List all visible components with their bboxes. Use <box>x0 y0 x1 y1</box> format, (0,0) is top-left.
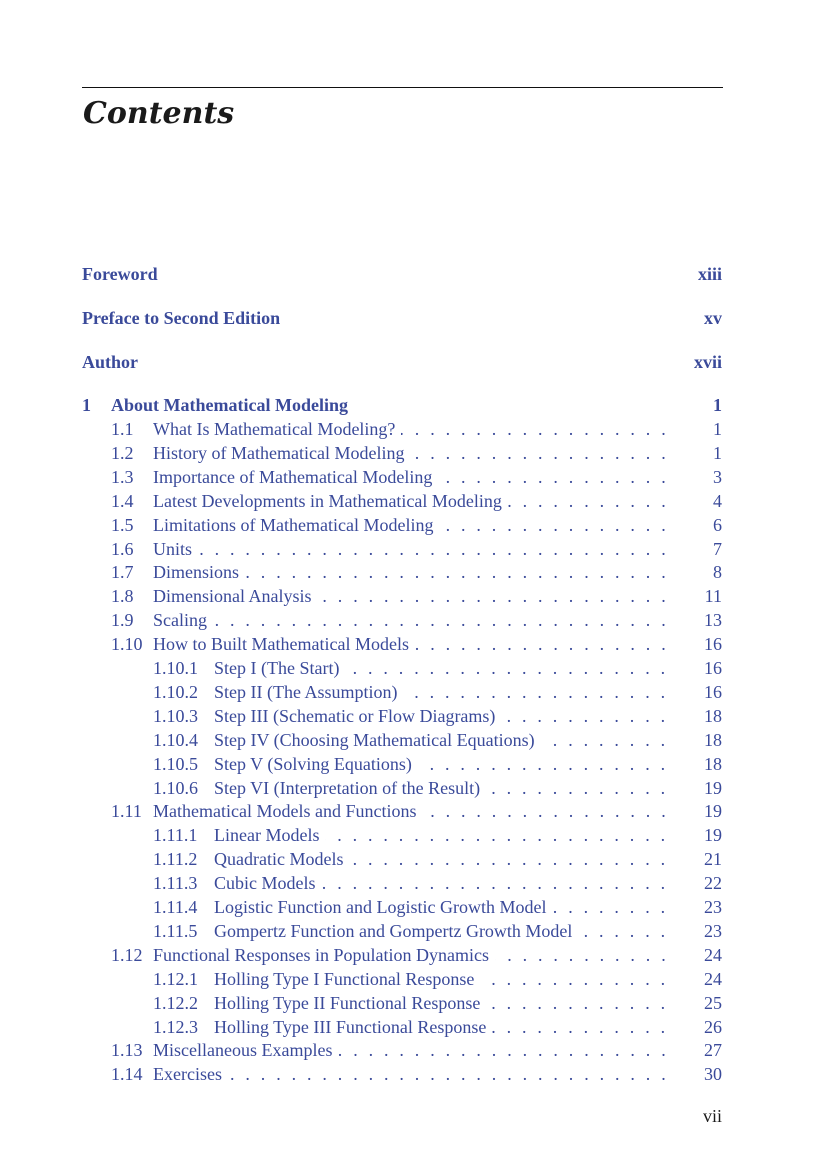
toc-entry-page: xvii <box>688 351 722 373</box>
toc-entry-page: 16 <box>698 633 722 655</box>
toc-entry-title: Quadratic Models <box>214 848 349 870</box>
toc-entry-number: 1.11.5 <box>153 920 198 941</box>
toc-entry-title: History of Mathematical Modeling <box>153 442 410 464</box>
toc-section-entry[interactable] <box>82 1039 722 1061</box>
toc-entry-title: Miscellaneous Examples <box>153 1039 338 1061</box>
toc-entry-title: Foreword <box>82 263 164 285</box>
toc-entry-number: 1.11.1 <box>153 825 198 846</box>
toc-section-entry[interactable] <box>82 944 722 966</box>
toc-entry-number: 1.11.2 <box>153 849 198 870</box>
toc-section-entry[interactable] <box>82 800 722 822</box>
toc-entry-page: 24 <box>698 968 722 990</box>
toc-subsection-entry[interactable] <box>82 920 722 942</box>
toc-entry-page: 19 <box>698 824 722 846</box>
dot-leader <box>153 1063 670 1085</box>
toc-entry-page: xv <box>698 307 722 329</box>
toc-subsection-entry[interactable] <box>82 992 722 1014</box>
toc-front-entry[interactable] <box>82 263 722 285</box>
toc-entry-number: 1.7 <box>111 562 134 583</box>
toc-entry-number: 1.3 <box>111 466 134 487</box>
toc-entry-number: 1.13 <box>111 1040 143 1061</box>
toc-entry-title: Linear Models <box>214 824 325 846</box>
toc-entry-page: 13 <box>698 609 722 631</box>
toc-entry-title: Dimensional Analysis <box>153 585 318 607</box>
toc-entry-number: 1.10.3 <box>153 705 198 726</box>
toc-subsection-entry[interactable] <box>82 872 722 894</box>
toc-entry-page: 27 <box>698 1039 722 1061</box>
toc-entry-number: 1.11 <box>111 801 142 822</box>
toc-entry-title: Step V (Solving Equations) <box>214 753 418 775</box>
toc-subsection-entry[interactable] <box>82 681 722 703</box>
toc-subsection-entry[interactable] <box>82 705 722 727</box>
toc-entry-number: 1.10 <box>111 634 143 655</box>
chapter-title: About Mathematical Modeling <box>111 394 354 416</box>
toc-entry-page: 22 <box>698 872 722 894</box>
toc-entry-page: 24 <box>698 944 722 966</box>
toc-entry-number: 1.6 <box>111 538 134 559</box>
toc-entry-number: 1.12.3 <box>153 1016 198 1037</box>
toc-entry-page: 4 <box>707 490 722 512</box>
toc-section-entry[interactable] <box>82 490 722 512</box>
toc-entry-number: 1.5 <box>111 514 134 535</box>
toc-chapter-entry[interactable] <box>82 394 722 416</box>
toc-entry-page: 6 <box>707 514 722 536</box>
toc-entry-number: 1.10.5 <box>153 753 198 774</box>
toc-entry-title: Exercises <box>153 1063 228 1085</box>
toc-entry-title: Cubic Models <box>214 872 322 894</box>
toc-subsection-entry[interactable] <box>82 968 722 990</box>
toc-entry-title: How to Built Mathematical Models <box>153 633 415 655</box>
toc-entry-page: 18 <box>698 753 722 775</box>
toc-entry-title: Mathematical Models and Functions <box>153 800 422 822</box>
toc-entry-page: 3 <box>707 466 722 488</box>
toc-entry-title: Dimensions <box>153 561 245 583</box>
toc-entry-number: 1.12.1 <box>153 968 198 989</box>
toc-entry-page: 16 <box>698 657 722 679</box>
toc-entry-number: 1.8 <box>111 586 134 607</box>
toc-entry-number: 1.12.2 <box>153 992 198 1013</box>
toc-entry-title: Step II (The Assumption) <box>214 681 403 703</box>
toc-entry-page: 1 <box>707 418 722 440</box>
toc-entry-page: 8 <box>707 561 722 583</box>
toc-entry-page: 19 <box>698 777 722 799</box>
toc-entry-title: Step VI (Interpretation of the Result) <box>214 777 486 799</box>
toc-entry-page: 30 <box>698 1063 722 1085</box>
toc-section-entry[interactable] <box>82 633 722 655</box>
toc-entry-number: 1.12 <box>111 944 143 965</box>
page-title: Contents <box>83 96 235 131</box>
toc-entry-title: Preface to Second Edition <box>82 307 286 329</box>
toc-entry-number: 1.4 <box>111 490 134 511</box>
toc-section-entry[interactable] <box>82 442 722 464</box>
toc-entry-title: Holling Type II Functional Response <box>214 992 486 1014</box>
toc-section-entry[interactable] <box>82 561 722 583</box>
toc-entry-number: 1.11.3 <box>153 873 198 894</box>
toc-subsection-entry[interactable] <box>82 848 722 870</box>
toc-entry-page: 23 <box>698 896 722 918</box>
toc-subsection-entry[interactable] <box>82 657 722 679</box>
toc-entry-number: 1.9 <box>111 610 134 631</box>
dot-leader <box>153 609 670 631</box>
toc-section-entry[interactable] <box>82 538 722 560</box>
toc-subsection-entry[interactable] <box>82 777 722 799</box>
toc-entry-page: 23 <box>698 920 722 942</box>
toc-entry-title: Importance of Mathematical Modeling <box>153 466 438 488</box>
toc-section-entry[interactable] <box>82 466 722 488</box>
toc-subsection-entry[interactable] <box>82 1016 722 1038</box>
toc-front-entry[interactable] <box>82 307 722 329</box>
toc-entry-title: Holling Type III Functional Response <box>214 1016 492 1038</box>
toc-section-entry[interactable] <box>82 609 722 631</box>
toc-entry-title: Gompertz Function and Gompertz Growth Model <box>214 920 578 942</box>
toc-entry-title: Units <box>153 538 198 560</box>
top-rule <box>82 87 723 88</box>
toc-entry-page: 7 <box>707 538 722 560</box>
toc-entry-title: Limitations of Mathematical Modeling <box>153 514 439 536</box>
toc-entry-title: Step IV (Choosing Mathematical Equations) <box>214 729 541 751</box>
toc-entry-number: 1.10.6 <box>153 777 198 798</box>
toc-entry-page: 18 <box>698 729 722 751</box>
toc-front-entry[interactable] <box>82 351 722 373</box>
toc-entry-number: 1.2 <box>111 442 134 463</box>
toc-entry-title: Holling Type I Functional Response <box>214 968 480 990</box>
toc-entry-number: 1.1 <box>111 419 134 439</box>
page-number: vii <box>702 1106 722 1126</box>
toc-entry-title: Scaling <box>153 609 213 631</box>
toc-entry-number: 1.10.4 <box>153 729 198 750</box>
chapter-page: 1 <box>707 394 722 416</box>
toc-entry-title: Functional Responses in Population Dynamics <box>153 944 495 966</box>
toc-entry-title: Step I (The Start) <box>214 657 345 679</box>
toc-entry-page: 21 <box>698 848 722 870</box>
toc-subsection-entry[interactable] <box>82 824 722 846</box>
toc-entry-title: Latest Developments in Mathematical Modeling <box>153 490 508 512</box>
toc-entry-page: 25 <box>698 992 722 1014</box>
toc-section-entry[interactable] <box>82 1063 722 1085</box>
toc-entry-title: Logistic Function and Logistic Growth Model <box>214 896 552 918</box>
toc-entry-page: 16 <box>698 681 722 703</box>
toc-section-entry[interactable] <box>82 514 722 536</box>
toc-entry-page: 1 <box>707 442 722 464</box>
chapter-number: 1 <box>82 395 91 415</box>
toc-subsection-entry[interactable] <box>82 753 722 775</box>
toc-entry-number: 1.14 <box>111 1064 143 1085</box>
toc-entry-page: 18 <box>698 705 722 727</box>
toc-entry-title: Author <box>82 351 144 373</box>
toc-section-entry[interactable] <box>82 418 722 440</box>
toc-entry-page: 26 <box>698 1016 722 1038</box>
toc-entry-page: 19 <box>698 800 722 822</box>
toc-section-entry[interactable] <box>82 585 722 607</box>
toc-subsection-entry[interactable] <box>82 896 722 918</box>
dot-leader <box>153 538 670 560</box>
toc-entry-title: What Is Mathematical Modeling? <box>153 418 401 440</box>
toc-entry-number: 1.11.4 <box>153 897 198 917</box>
toc-entry-title: Step III (Schematic or Flow Diagrams) <box>214 705 501 727</box>
toc-entry-number: 1.10.2 <box>153 681 198 702</box>
toc-subsection-entry[interactable] <box>82 729 722 751</box>
toc-entry-page: xiii <box>692 263 722 285</box>
toc-entry-number: 1.10.1 <box>153 658 198 678</box>
toc-entry-page: 11 <box>699 585 722 607</box>
